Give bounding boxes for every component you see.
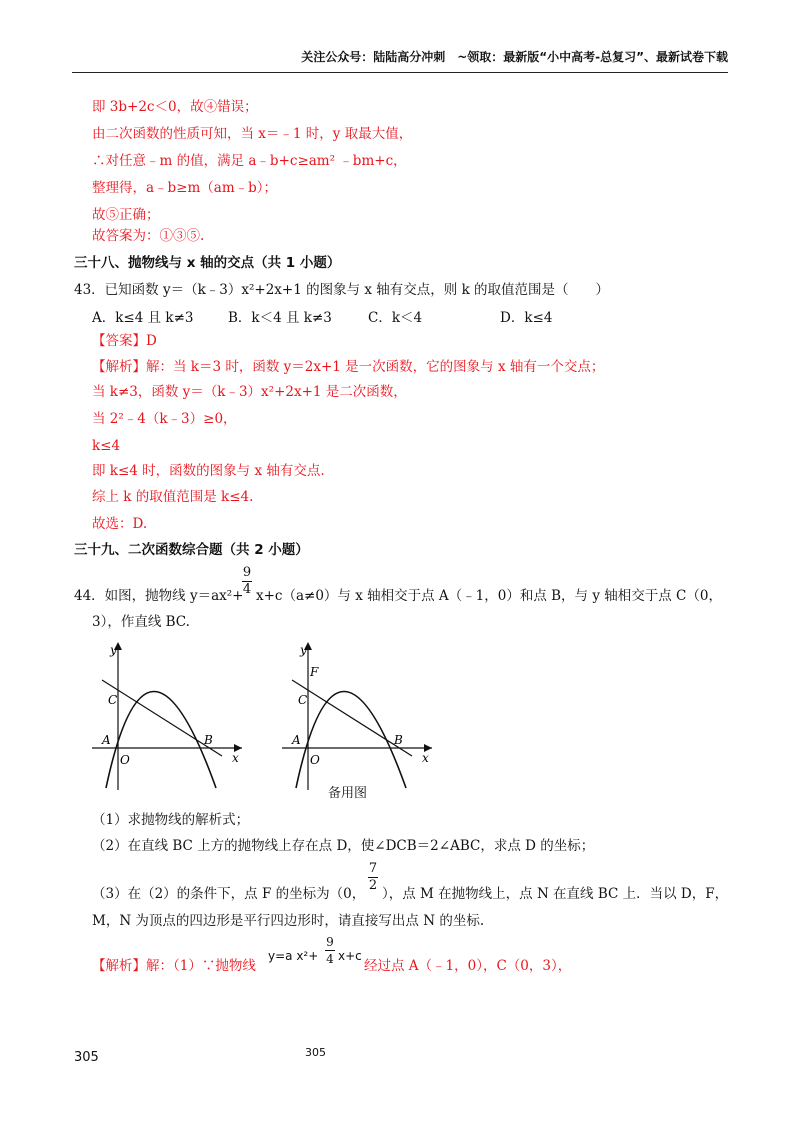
label-b: B (204, 733, 213, 747)
section-title: 三十九、二次函数综合题（共 2 小题） (74, 542, 309, 558)
fraction (240, 566, 254, 597)
fraction-numerator: 9 (326, 935, 334, 949)
label-f: F (310, 665, 319, 679)
label-x: x (422, 751, 429, 765)
question-stem: x+c（a≠0）与 x 轴相交于点 A（﹣1，0）和点 B，与 y 轴相交于点 C（0， (256, 588, 722, 604)
label-a: A (102, 733, 111, 747)
section-title: 三十八、抛物线与 x 轴的交点（共 1 小题） (74, 255, 341, 271)
fraction-numerator: 9 (242, 565, 252, 580)
analysis-line: 经过点 A（﹣1，0），C（0，3）， (364, 958, 572, 974)
sub-question: （1）求抛物线的解析式； (92, 812, 250, 828)
fraction (366, 862, 380, 893)
option-b: B．k＜4 且 k≠3 (228, 310, 332, 326)
analysis-line: 【解析】解：（1）∵抛物线 (92, 958, 256, 974)
formula: y=a x²+ (268, 949, 319, 963)
analysis-line: k≤4 (92, 438, 121, 454)
label-c: C (108, 693, 118, 707)
label-y: y (300, 643, 307, 657)
question-stem: 43．已知函数 y＝（k﹣3）x²+2x+1 的图象与 x 轴有交点，则 k 的取值范围是（ ） (74, 282, 610, 298)
page-number-center: 305 (305, 1046, 326, 1059)
analysis-line: 【解析】解：当 k＝3 时，函数 y＝2x+1 是一次函数，它的图象与 x 轴有一个交点； (92, 359, 605, 375)
solution-line: 整理得，a﹣b≥m（am﹣b）； (92, 180, 278, 196)
solution-line: 即 3b+2c＜0，故④错误； (92, 99, 258, 115)
question-stem: 44．如图，抛物线 y＝ax²+ (74, 588, 244, 604)
fraction-denominator: 4 (242, 582, 252, 597)
fraction-denominator: 2 (368, 878, 378, 893)
label-b: B (394, 733, 403, 747)
parabola-curve (296, 692, 406, 789)
label-c: C (298, 693, 308, 707)
answer-line: 【答案】D (92, 333, 157, 349)
analysis-line: 综上 k 的取值范围是 k≤4. (92, 489, 254, 505)
analysis-line: 当 2²﹣4（k﹣3）≥0， (92, 411, 237, 427)
label-o: O (120, 753, 130, 767)
sub-question: （3）在（2）的条件下，点 F 的坐标为（0， (92, 886, 366, 902)
fraction (324, 935, 336, 966)
solution-line: 故答案为：①③⑤. (92, 228, 205, 244)
sub-question: （2）在直线 BC 上方的抛物线上存在点 D，使∠DCB＝2∠ABC，求点 D 的坐标； (92, 838, 595, 854)
solution-line: ∴对任意﹣m 的值，满足 a﹣b+c≥am² ﹣bm+c， (92, 153, 407, 169)
sub-question: ），点 M 在抛物线上，点 N 在直线 BC 上．当以 D，F， (382, 886, 729, 902)
backup-figure (282, 640, 442, 790)
label-y: y (110, 643, 117, 657)
analysis-line: 当 k≠3，函数 y＝（k﹣3）x²+2x+1 是二次函数， (92, 384, 407, 400)
fraction-numerator: 7 (368, 861, 378, 876)
page-number-left: 305 (74, 1050, 99, 1065)
formula: x+c (338, 949, 362, 963)
analysis-line: 即 k≤4 时，函数的图象与 x 轴有交点. (92, 463, 325, 479)
option-a: A．k≤4 且 k≠3 (92, 310, 194, 326)
option-c: C．k＜4 (368, 310, 423, 326)
solution-line: 由二次函数的性质可知，当 x＝﹣1 时，y 取最大值， (92, 126, 413, 142)
label-x: x (232, 751, 239, 765)
label-o: O (310, 753, 320, 767)
question-stem: 3），作直线 BC. (92, 614, 190, 630)
figure-caption: 备用图 (328, 786, 368, 801)
parabola-figure (92, 640, 252, 790)
analysis-line: 故选：D. (92, 516, 148, 532)
page-header: 关注公众号：陆陆高分冲刺 ~领取：最新版“小中高考-总复习”、最新试卷下载 (72, 48, 728, 73)
parabola-curve (106, 692, 216, 789)
fraction-denominator: 4 (326, 952, 334, 966)
option-d: D．k≤4 (500, 310, 553, 326)
solution-line: 故⑤正确； (92, 207, 160, 223)
sub-question: M，N 为顶点的四边形是平行四边形时，请直接写出点 N 的坐标. (92, 913, 485, 929)
label-a: A (292, 733, 301, 747)
